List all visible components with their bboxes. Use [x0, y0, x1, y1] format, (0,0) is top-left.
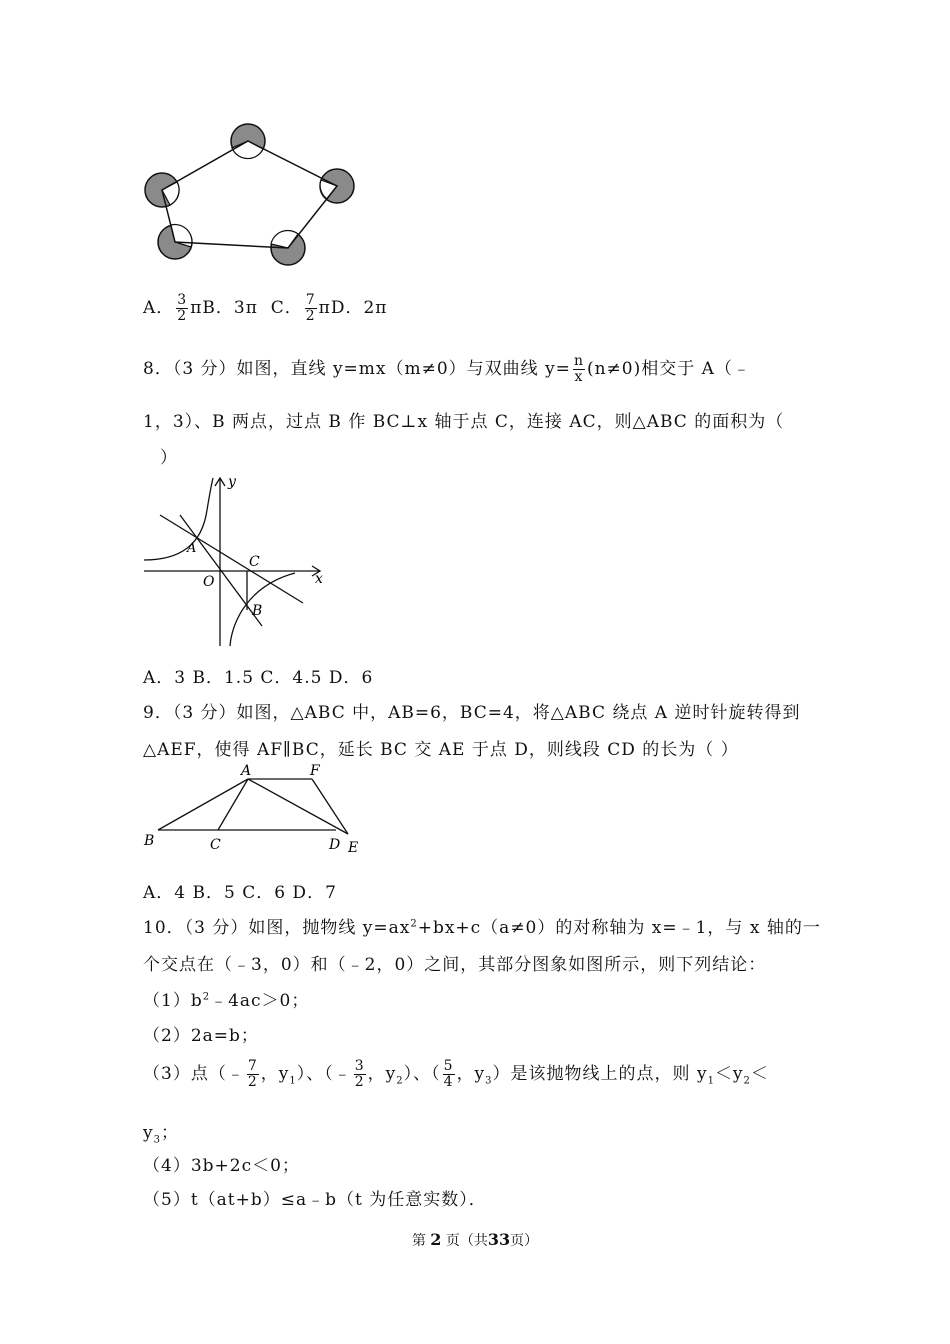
q8-hyperbola-figure [140, 470, 340, 650]
label-y: y [228, 474, 236, 490]
label-a: A [187, 541, 197, 556]
q10-statement-4: （4）3b+2c＜0； [143, 1156, 300, 1176]
option-d: D．2π [330, 298, 388, 318]
fraction-7-2: $\frac{7}{2}$ [305, 292, 316, 324]
label-a: A [241, 763, 252, 779]
q10-statement-3-cont: $y_3$； [143, 1123, 179, 1146]
label-c: C [249, 554, 260, 570]
label-x: x [315, 571, 323, 587]
page-number: 2 [430, 1230, 442, 1249]
label-b: B [252, 603, 263, 619]
q10-statement-1: $(1)b^2﹣4ac>0$； [143, 991, 310, 1011]
q9-line-1: 9．（3 分）如图，△ABC 中，AB=6，BC=4，将△ABC 绕点 A 逆时针旋转得到 [143, 703, 801, 723]
q8-options: A．3 B．1.5 C．4.5 D．6 [143, 668, 374, 688]
option-a-label: A． [143, 298, 175, 318]
label-d: D [329, 837, 341, 853]
segment-ae [248, 779, 348, 834]
q9-line-2: △AEF，使得 AF∥BC，延长 BC 交 AE 于点 D，则线段 CD 的长为（ ） [143, 740, 739, 760]
segment-fe [312, 779, 348, 834]
hyperbola-branch-lower-right [230, 573, 295, 646]
q7-options [143, 293, 387, 324]
q10-line-1: 10．（3 分）如图，抛物线 $y=ax^2+bx+c(a\ne 0)$的对称轴为 x=﹣1，与 x 轴的一 [143, 918, 821, 938]
line-ac [160, 515, 303, 603]
q7-pentagon-figure [140, 120, 365, 272]
segment-ba [158, 779, 248, 830]
segment-ac [218, 779, 248, 830]
q9-rotation-figure [140, 762, 370, 857]
option-c-pi: π [318, 298, 331, 318]
q10-line-2: 个交点在（﹣3，0）和（﹣2，0）之间，其部分图象如图所示，则下列结论： [143, 955, 767, 975]
q8-line-2: 1，3）、B 两点，过点 B 作 BC⊥x 轴于点 C，连接 AC，则△ABC 的面积为（ [143, 412, 785, 432]
label-c: C [210, 837, 221, 853]
q10-statement-2: （2）2a=b； [143, 1026, 259, 1046]
label-f: F [310, 763, 320, 779]
q8-line-1: 8．（3 分）如图，直线 y=mx（m≠0）与双曲线 y= $\frac{n}{x}$ (n≠0)相交于 A（﹣ [143, 353, 751, 385]
q9-options: A．4 B．5 C．6 D．7 [143, 883, 337, 903]
page-footer: 第 2 页（共33页） [411, 1230, 539, 1249]
label-b: B [144, 833, 155, 849]
label-e: E [348, 840, 359, 856]
q10-statement-3: （3）点（﹣ $\frac{7}{2}$ ，$y_1$）、（﹣ $\frac{3}{2}$ ，$y_2$）、（ $\frac{5}{4}$ ，$y_3$）是该抛物线上的点，则 $y_1<y_2<$ [143, 1058, 769, 1090]
hyperbola-branch-upper-left [144, 478, 213, 560]
q8-line-3: ） [160, 448, 178, 468]
q10-statement-5: （5）t（at+b）≤a﹣b（t 为任意实数）． [143, 1190, 487, 1210]
option-a-pi: π [190, 298, 203, 318]
total-pages: 33 [487, 1230, 511, 1249]
fraction-3-2: $\frac{3}{2}$ [177, 292, 188, 324]
label-o: O [203, 574, 215, 590]
option-c-label: C． [270, 298, 303, 318]
option-b: B．3π [202, 298, 258, 318]
fraction-n-x: $\frac{n}{x}$ [573, 353, 584, 385]
